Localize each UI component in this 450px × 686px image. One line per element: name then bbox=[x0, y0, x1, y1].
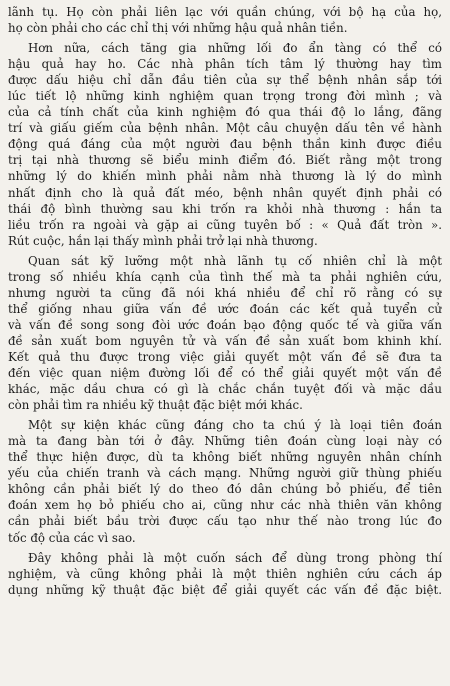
text-line: lúc tiết lộ những kinh nghiệm quan trọng trong đời mình ; và bbox=[8, 89, 442, 104]
paragraph-1 bbox=[8, 4, 442, 36]
text-line: yếu của chiến tranh và cách mạng. Những người giữ thùng phiếu bbox=[8, 466, 442, 481]
text-line: động quá đáng của một người đau bệnh thần kinh được điều bbox=[8, 137, 442, 152]
text-line: họ còn phải cho các chỉ thị với những hậu quả nhân tiền. bbox=[8, 21, 348, 36]
text-line: đề sản xuất bom nguyên tử và vấn đề sản xuất bom khinh khí. bbox=[8, 333, 442, 348]
text-line: lãnh tụ. Họ còn phải liên lạc với quần chúng, với bộ hạ của họ, bbox=[8, 5, 442, 19]
text-line: đoán xem họ bỏ phiếu cho ai, cũng như các nhà thiên văn không bbox=[8, 498, 442, 513]
text-line: nghiệm, và cũng không phải là một thiên nghiên cứu cách áp bbox=[8, 566, 442, 581]
text-line: Hơn nữa, cách tăng gia những lối đo ẩn tàng có thể có bbox=[28, 41, 442, 56]
text-line: Rút cuộc, hắn lại thấy mình phải trở lại nhà thương. bbox=[8, 233, 318, 248]
paragraph-5 bbox=[8, 550, 442, 598]
text-line: dụng những kỹ thuật đặc biệt để giải quyết các vấn đề đặc biệt. bbox=[8, 582, 442, 597]
text-line: những lý do khiến mình phải nằm nhà thương là lý do mình bbox=[8, 169, 442, 184]
text-line: liều trốn ra ngoài và gặp ai cũng tuyên bố : « Quả đất tròn ». bbox=[8, 217, 442, 232]
text-line: tốc độ của các vì sao. bbox=[8, 530, 136, 545]
text-line: và vấn đề song song đòi ước đoán bạo động quốc tế và giữa vấn bbox=[8, 317, 442, 332]
text-line: khác, mặc dầu chưa có gì là chắc chắn tuyệt đối và mặc dầu bbox=[8, 382, 442, 397]
text-line: thể thực hiện được, dù ta không biết những nguyên nhân chính bbox=[8, 450, 442, 465]
text-line: của cả tính chất của kinh nghiệm đó qua thái độ lo lắng, đãng bbox=[8, 105, 442, 120]
text-line: thể giống nhau giữa vấn đề ước đoán các kết quả tuyển cử bbox=[8, 301, 442, 316]
text-line: mà ta đang bàn tới ở đây. Những tiên đoán cùng loại này có bbox=[8, 434, 442, 449]
text-line: Quan sát kỹ lưỡng một nhà lãnh tụ cố nhiên chỉ là một bbox=[28, 253, 442, 268]
text-line: thái độ bình thường sau khi trốn ra khỏi nhà thương : hắn ta bbox=[8, 201, 442, 216]
text-line: Kết quả thu được trong việc giải quyết một vấn đề sẽ đưa ta bbox=[8, 349, 442, 364]
text-line: đến việc quan niệm đường lối để có thể giải quyết một vấn đề bbox=[8, 366, 442, 381]
text-line: nhất định cho là quả đất méo, bệnh nhân quyết định phải có bbox=[8, 185, 442, 200]
text-line: không cần phải biết lý do theo đó dân chúng bỏ phiếu, để tiên bbox=[8, 482, 442, 497]
text-line: hậu quả hay ho. Các nhà phân tích tâm lý thường hay tìm bbox=[8, 57, 442, 72]
text-line: cần phải biết bầu trời được cấu tạo như thế nào trong lúc đo bbox=[8, 514, 442, 529]
paragraph-3 bbox=[8, 253, 442, 413]
text-line: Một sự kiện khác cũng đáng cho ta chú ý là loại tiên đoán bbox=[28, 418, 442, 433]
paragraph-4 bbox=[8, 417, 442, 545]
text-line: trị tại nhà thương sẽ biểu minh điểm đó. Biết rằng một trong bbox=[8, 153, 442, 168]
text-line: trong số nhiều khía cạnh của tình thế mà ta phải nghiên cứu, bbox=[8, 269, 442, 284]
paragraph-2 bbox=[8, 40, 442, 249]
text-line: còn phải tìm ra nhiều kỹ thuật đặc biệt mới khác. bbox=[8, 398, 303, 413]
text-line: Đây không phải là một cuốn sách để dùng trong phòng thí bbox=[28, 550, 442, 565]
text-line: trí và giấu giếm của bệnh nhân. Một câu chuyện dấu tên về hành bbox=[8, 121, 442, 136]
text-line: được dấu hiệu chỉ dẫn đầu tiên của sự thể bệnh nhân sắp tới bbox=[8, 73, 442, 88]
text-line: nhưng người ta cũng đã nói khá nhiều để chỉ rõ rằng có sự bbox=[8, 285, 442, 300]
